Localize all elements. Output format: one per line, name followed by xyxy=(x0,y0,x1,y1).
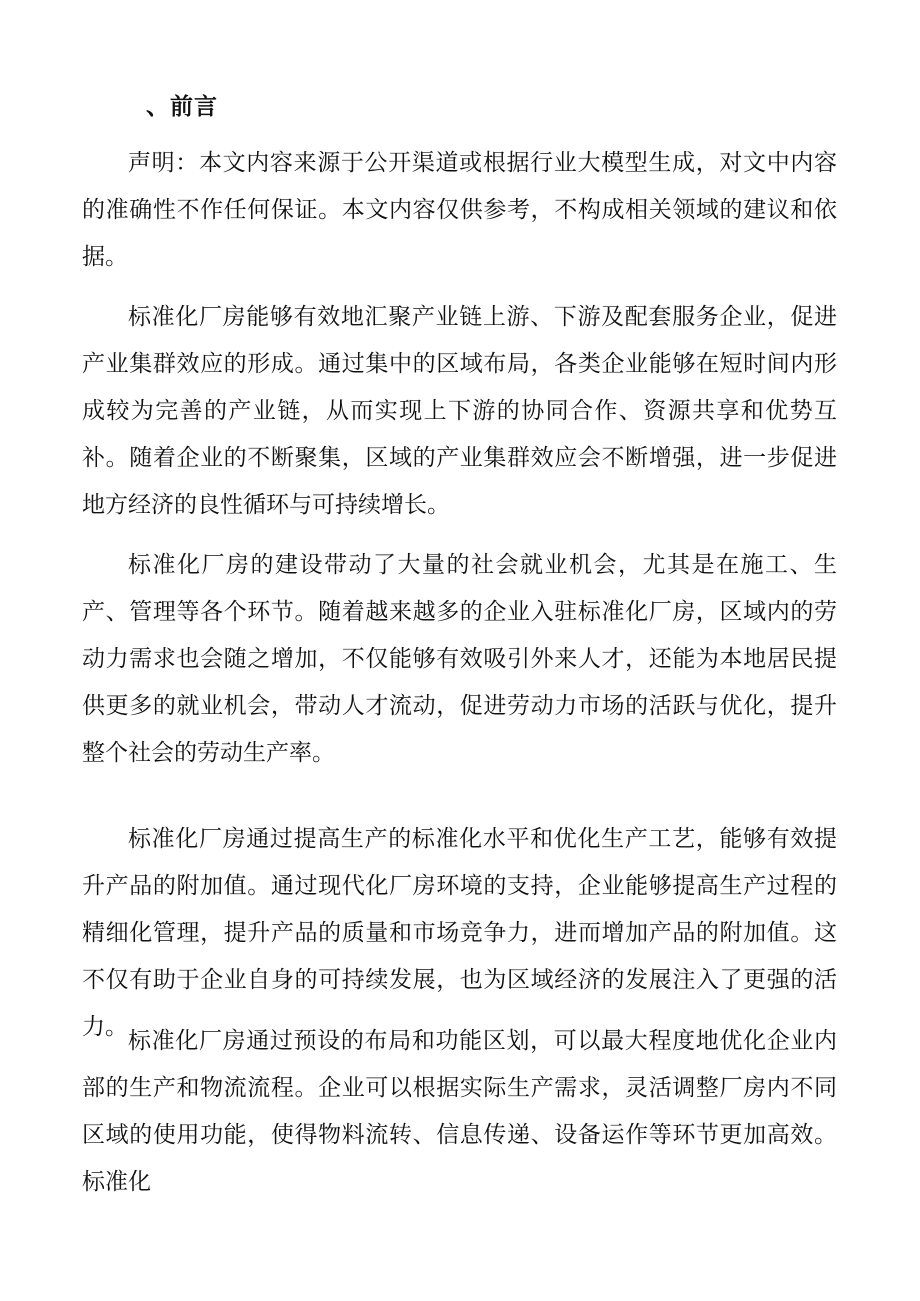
paragraph-added-value: 标准化厂房通过提高生产的标准化水平和优化生产工艺，能够有效提升产品的附加值。通过现代化厂房环境的支持，企业能够提高生产过程的精细化管理，提升产品的质量和市场竞争力，进而增加产品的附加值。这不仅有助于企业自身的可持续发展，也为区域经济的发展注入了更强的活力。 xyxy=(82,826,837,1040)
paragraph-employment: 标准化厂房的建设带动了大量的社会就业机会，尤其是在施工、生产、管理等各个环节。随着越来越多的企业入驻标准化厂房，区域内的劳动力需求也会随之增加，不仅能够有效吸引外来人才，还能为本地居民提供更多的就业机会，带动人才流动，促进劳动力市场的活跃与优化，提升整个社会的劳动生产率。 xyxy=(82,552,837,766)
paragraph-industrial-cluster: 标准化厂房能够有效地汇聚产业链上游、下游及配套服务企业，促进产业集群效应的形成。通过集中的区域布局，各类企业能够在短时间内形成较为完善的产业链，从而实现上下游的协同合作、资源共享和优势互补。随着企业的不断聚集，区域的产业集群效应会不断增强，进一步促进地方经济的良性循环与可持续增长。 xyxy=(82,304,837,518)
section-heading: 、前言 xyxy=(146,93,218,120)
disclaimer-paragraph: 声明：本文内容来源于公开渠道或根据行业大模型生成，对文中内容的准确性不作任何保证。本文内容仅供参考，不构成相关领域的建议和依据。 xyxy=(82,150,837,270)
paragraph-process-optimization: 标准化厂房通过预设的布局和功能区划，可以最大程度地优化企业内部的生产和物流流程。企业可以根据实际生产需求，灵活调整厂房内不同区域的使用功能，使得物料流转、信息传递、设备运作等环节更加高效。标准化 xyxy=(82,1028,837,1195)
